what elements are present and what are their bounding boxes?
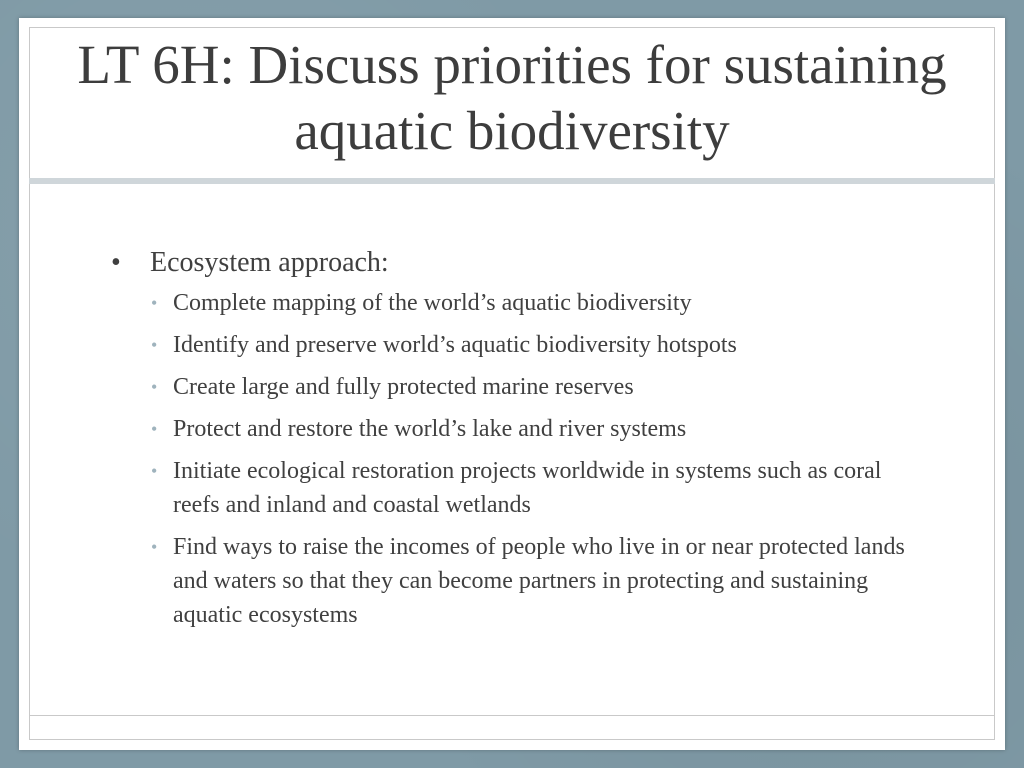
sub-bullet-dot-icon: • (151, 335, 158, 355)
sub-bullet-dot-icon: • (151, 461, 158, 481)
title-divider (29, 178, 995, 184)
footer-divider (29, 715, 995, 716)
slide-content (111, 246, 911, 640)
sub-bullet-item (151, 454, 911, 522)
sub-bullet-dot-icon: • (151, 419, 158, 439)
sub-bullet-item (151, 328, 911, 362)
bullet-ecosystem-approach (111, 246, 911, 280)
sub-bullet-text: Create large and fully protected marine reserves (173, 374, 634, 400)
sub-bullet-text: Protect and restore the world’s lake and river systems (173, 416, 687, 442)
sub-bullet-item (151, 286, 911, 320)
title-area (19, 18, 1005, 178)
sub-bullet-item (151, 530, 911, 632)
sub-bullet-text: Initiate ecological restoration projects worldwide in systems such as coral reefs and inland and coastal wetlands (173, 458, 882, 518)
sub-bullet-item (151, 370, 911, 404)
sub-bullet-text: Identify and preserve world’s aquatic biodiversity hotspots (173, 332, 737, 358)
sub-bullet-dot-icon: • (151, 537, 158, 557)
slide (19, 18, 1005, 750)
bullet-label: Ecosystem approach: (150, 247, 389, 278)
slide-title: LT 6H: Discuss priorities for sustaining aquatic biodiversity (77, 34, 947, 161)
sub-bullet-item (151, 412, 911, 446)
sub-bullet-dot-icon: • (151, 293, 158, 313)
sub-bullet-text: Find ways to raise the incomes of people who live in or near protected lands and waters so that they can become partners in protecting and sustaining aquatic ecosystems (173, 534, 905, 628)
sub-bullet-text: Complete mapping of the world’s aquatic biodiversity (173, 290, 692, 316)
sub-bullet-list (111, 286, 911, 632)
sub-bullet-dot-icon: • (151, 377, 158, 397)
bullet-dot-icon: • (111, 247, 121, 278)
